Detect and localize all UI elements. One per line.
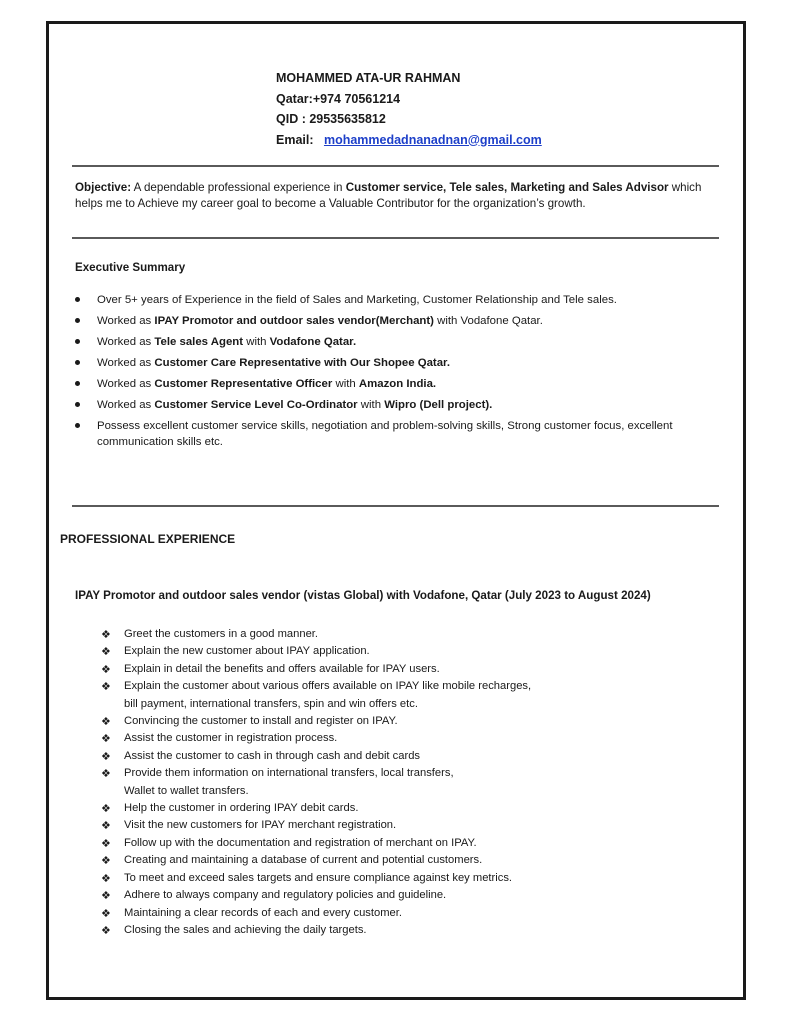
duty-item: [101, 643, 661, 660]
duty-text: Creating and maintaining a database of current and potential customers.: [124, 854, 483, 867]
summary-item-bold2: Vodafone Qatar.: [269, 336, 357, 348]
phone-number: Qatar:+974 70561214: [276, 91, 401, 106]
summary-item-pre: Worked as: [97, 336, 155, 348]
duty-item: [101, 852, 661, 869]
duty-text: Explain the new customer about IPAY application.: [124, 645, 370, 658]
duty-text: Convincing the customer to install and register on IPAY.: [124, 715, 398, 728]
diamond-bullet-icon: ❖: [101, 889, 111, 903]
duty-text: Closing the sales and achieving the daily targets.: [124, 923, 367, 936]
duty-text: Help the customer in ordering IPAY debit cards.: [124, 802, 359, 815]
email-link[interactable]: mohammedadnanadnan@gmail.com: [323, 132, 542, 147]
duty-text: Explain in detail the benefits and offers available for IPAY users.: [124, 662, 440, 675]
divider: [72, 237, 719, 239]
summary-item: [75, 292, 715, 308]
duty-text: Provide them information on international transfers, local transfers,: [124, 767, 454, 780]
duty-item: [101, 887, 661, 904]
duties-list: [101, 626, 661, 939]
qid-number: QID : 29535635812: [276, 112, 386, 126]
divider: [72, 505, 719, 507]
bullet-dot-icon: [75, 297, 80, 302]
duty-item: [101, 748, 661, 765]
summary-item-bold2: Amazon India.: [358, 378, 437, 390]
summary-item-pre: Possess excellent customer service skills, negotiation and problem-solving skills, Strong customer focus, excellent communication skills etc.: [97, 420, 673, 448]
bullet-dot-icon: [75, 423, 80, 428]
duty-text: Explain the customer about various offers available on IPAY like mobile recharges,: [124, 680, 532, 693]
summary-item-pre: Worked as: [97, 399, 155, 411]
bullet-dot-icon: [75, 360, 80, 365]
summary-item-mid: with: [332, 378, 359, 390]
duty-text: Assist the customer to cash in through cash and debit cards: [124, 749, 421, 762]
duty-item: [101, 696, 661, 713]
summary-item-mid: with Vodafone Qatar.: [433, 315, 543, 327]
summary-item: [75, 418, 715, 450]
bullet-dot-icon: [75, 339, 80, 344]
diamond-bullet-icon: ❖: [101, 732, 111, 746]
diamond-bullet-icon: ❖: [101, 854, 111, 868]
diamond-bullet-icon: ❖: [101, 662, 111, 676]
summary-item-bold: Customer Care Representative with Our Shopee Qatar.: [154, 357, 451, 369]
duty-text: Adhere to always company and regulatory policies and guideline.: [124, 889, 447, 902]
duty-item: [101, 922, 661, 939]
summary-item-pre: Worked as: [97, 378, 155, 390]
bullet-dot-icon: [75, 381, 80, 386]
duty-text: To meet and exceed sales targets and ensure compliance against key metrics.: [124, 871, 513, 884]
objective-highlight: Customer service, Tele sales, Marketing and Sales Advisor: [345, 181, 669, 194]
duty-item: [101, 765, 661, 782]
diamond-bullet-icon: ❖: [101, 923, 111, 937]
duty-text: Follow up with the documentation and registration of merchant on IPAY.: [124, 836, 477, 849]
summary-item-mid: with: [243, 336, 270, 348]
duty-item: [101, 678, 661, 695]
objective-label: Objective:: [75, 181, 132, 194]
diamond-bullet-icon: ❖: [101, 628, 111, 641]
diamond-bullet-icon: ❖: [101, 819, 111, 833]
summary-item-bold: Customer Service Level Co-Ordinator: [154, 399, 358, 411]
duty-text: Wallet to wallet transfers.: [124, 784, 249, 797]
summary-item: [75, 355, 715, 371]
duty-item: [101, 800, 661, 817]
summary-item-pre: Worked as: [97, 315, 155, 327]
summary-item-bold2: Wipro (Dell project).: [384, 399, 493, 411]
summary-item: [75, 313, 715, 329]
executive-summary-title: Executive Summary: [75, 261, 186, 274]
duty-item: [101, 661, 661, 678]
professional-experience-title: PROFESSIONAL EXPERIENCE: [60, 532, 236, 546]
job-title: IPAY Promotor and outdoor sales vendor (vistas Global) with Vodafone, Qatar (July 2023 to August 2024): [75, 589, 651, 602]
summary-item-bold: Tele sales Agent: [154, 336, 244, 348]
diamond-bullet-icon: ❖: [101, 871, 111, 885]
bullet-dot-icon: [75, 402, 80, 407]
duty-item: [101, 730, 661, 747]
diamond-bullet-icon: ❖: [101, 645, 111, 659]
duty-text: Greet the customers in a good manner.: [124, 628, 319, 640]
objective-section: [75, 180, 720, 212]
contact-header: [276, 68, 542, 150]
summary-item-pre: Over 5+ years of Experience in the field of Sales and Marketing, Customer Relationship and Tele sales.: [97, 294, 617, 306]
summary-item: [75, 376, 715, 392]
summary-item-mid: with: [357, 399, 385, 411]
duty-item: [101, 817, 661, 834]
candidate-name: MOHAMMED ATA-UR RAHMAN: [276, 71, 461, 85]
diamond-bullet-icon: ❖: [101, 836, 111, 850]
summary-item: [75, 334, 715, 350]
duty-item: [101, 870, 661, 887]
duty-text: Maintaining a clear records of each and every customer.: [124, 906, 402, 919]
diamond-bullet-icon: ❖: [101, 715, 111, 729]
diamond-bullet-icon: ❖: [101, 680, 111, 694]
summary-item-bold: Customer Representative Officer: [154, 378, 333, 390]
duty-item: [101, 905, 661, 922]
duty-text: bill payment, international transfers, spin and win offers etc.: [124, 697, 418, 710]
diamond-bullet-icon: ❖: [101, 906, 111, 920]
duty-text: Visit the new customers for IPAY merchant registration.: [124, 819, 397, 832]
diamond-bullet-icon: ❖: [101, 767, 111, 781]
objective-text-end: which helps me to Achieve my career goal to become a Valuable Contributor for the organization’s growth.: [75, 181, 702, 210]
diamond-bullet-icon: ❖: [101, 802, 111, 816]
summary-item: [75, 397, 715, 413]
duty-item: [101, 835, 661, 852]
summary-item-bold: IPAY Promotor and outdoor sales vendor(Merchant): [154, 315, 434, 327]
email-label: Email:: [276, 132, 314, 147]
bullet-dot-icon: [75, 318, 80, 323]
objective-text: A dependable professional experience in: [133, 181, 346, 194]
diamond-bullet-icon: ❖: [101, 749, 111, 763]
duty-text: Assist the customer in registration process.: [124, 732, 338, 745]
duty-item: [101, 713, 661, 730]
summary-item-pre: Worked as: [97, 357, 155, 369]
duty-item: [101, 783, 661, 800]
duty-item: [101, 626, 661, 643]
divider: [72, 165, 719, 167]
email-line: [276, 130, 542, 151]
executive-summary-list: [75, 292, 715, 455]
